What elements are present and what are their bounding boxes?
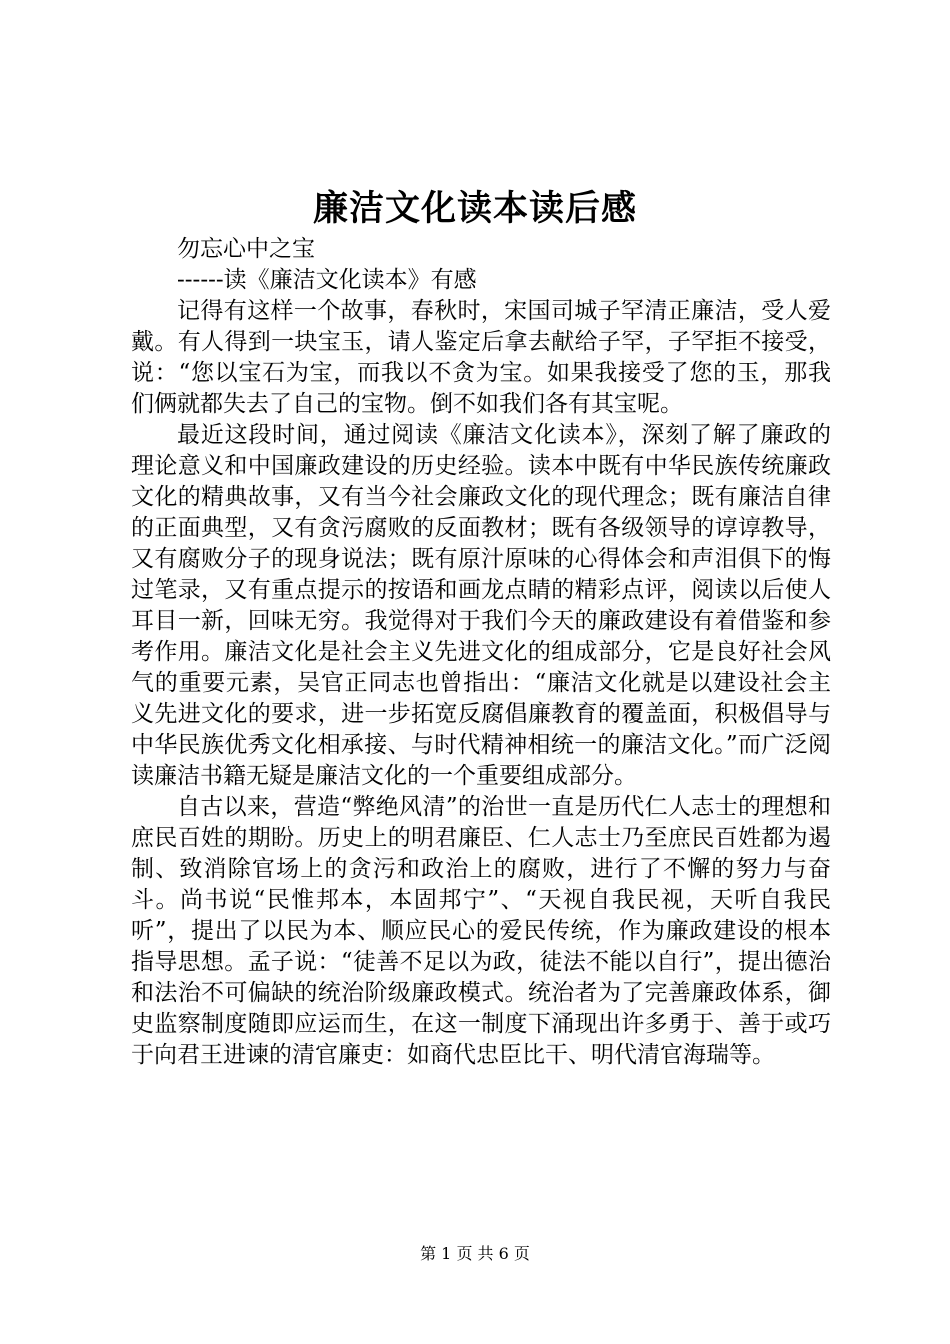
essay-heading: 勿忘心中之宝 (177, 236, 315, 262)
document-title: 廉洁文化读本读后感 (312, 188, 637, 229)
body-paragraph-3: 自古以来，营造“弊绝风清”的治世一直是历代仁人志士的理想和庶民百姓的期盼。历史上的明君廉臣、仁人志士乃至庶民百姓都为遏制、致消除官场上的贪污和政治上的腐败，进行了不懈的努力与奋斗。尚书说“民惟邦本，本固邦宁”、“天视自我民视，天听自我民听”，提出了以民为本、顺应民心的爱民传统，作为廉政建设的根本指导思想。孟子说：“徒善不足以为政，徒法不能以自行”，提出德治和法治不可偏缺的统治阶级廉政模式。统治者为了完善廉政体系，御史监察制度随即应运而生，在这一制度下涌现出许多勇于、善于或巧于向君王进谏的清官廉吏：如商代忠臣比干、明代清官海瑞等。 (131, 794, 831, 1068)
document-body (131, 234, 831, 1071)
essay-subheading: ------读《廉洁文化读本》有感 (177, 267, 477, 293)
page-footer: 第 1 页 共 6 页 (420, 1244, 530, 1263)
body-paragraph-2: 最近这段时间，通过阅读《廉洁文化读本》，深刻了解了廉政的理论意义和中国廉政建设的历史经验。读本中既有中华民族传统廉政文化的精典故事，又有当今社会廉政文化的现代理念；既有廉洁自律的正面典型，又有贪污腐败的反面教材；既有各级领导的谆谆教导，又有腐败分子的现身说法；既有原汁原味的心得体会和声泪俱下的悔过笔录，又有重点提示的按语和画龙点睛的精彩点评，阅读以后使人耳目一新，回味无穷。我觉得对于我们今天的廉政建设有着借鉴和参考作用。廉洁文化是社会主义先进文化的组成部分，它是良好社会风气的重要元素，吴官正同志也曾指出：“廉洁文化就是以建设社会主义先进文化的要求，进一步拓宽反腐倡廉教育的覆盖面，积极倡导与中华民族优秀文化相承接、与时代精神相统一的廉洁文化。”而广泛阅读廉洁书籍无疑是廉洁文化的一个重要组成部分。 (131, 422, 831, 789)
body-paragraph-1: 记得有这样一个故事，春秋时，宋国司城子罕清正廉洁，受人爱戴。有人得到一块宝玉，请人鉴定后拿去献给子罕，子罕拒不接受，说：“您以宝石为宝，而我以不贪为宝。如果我接受了您的玉，那我们俩就都失去了自己的宝物。倒不如我们各有其宝呢。 (131, 298, 831, 417)
